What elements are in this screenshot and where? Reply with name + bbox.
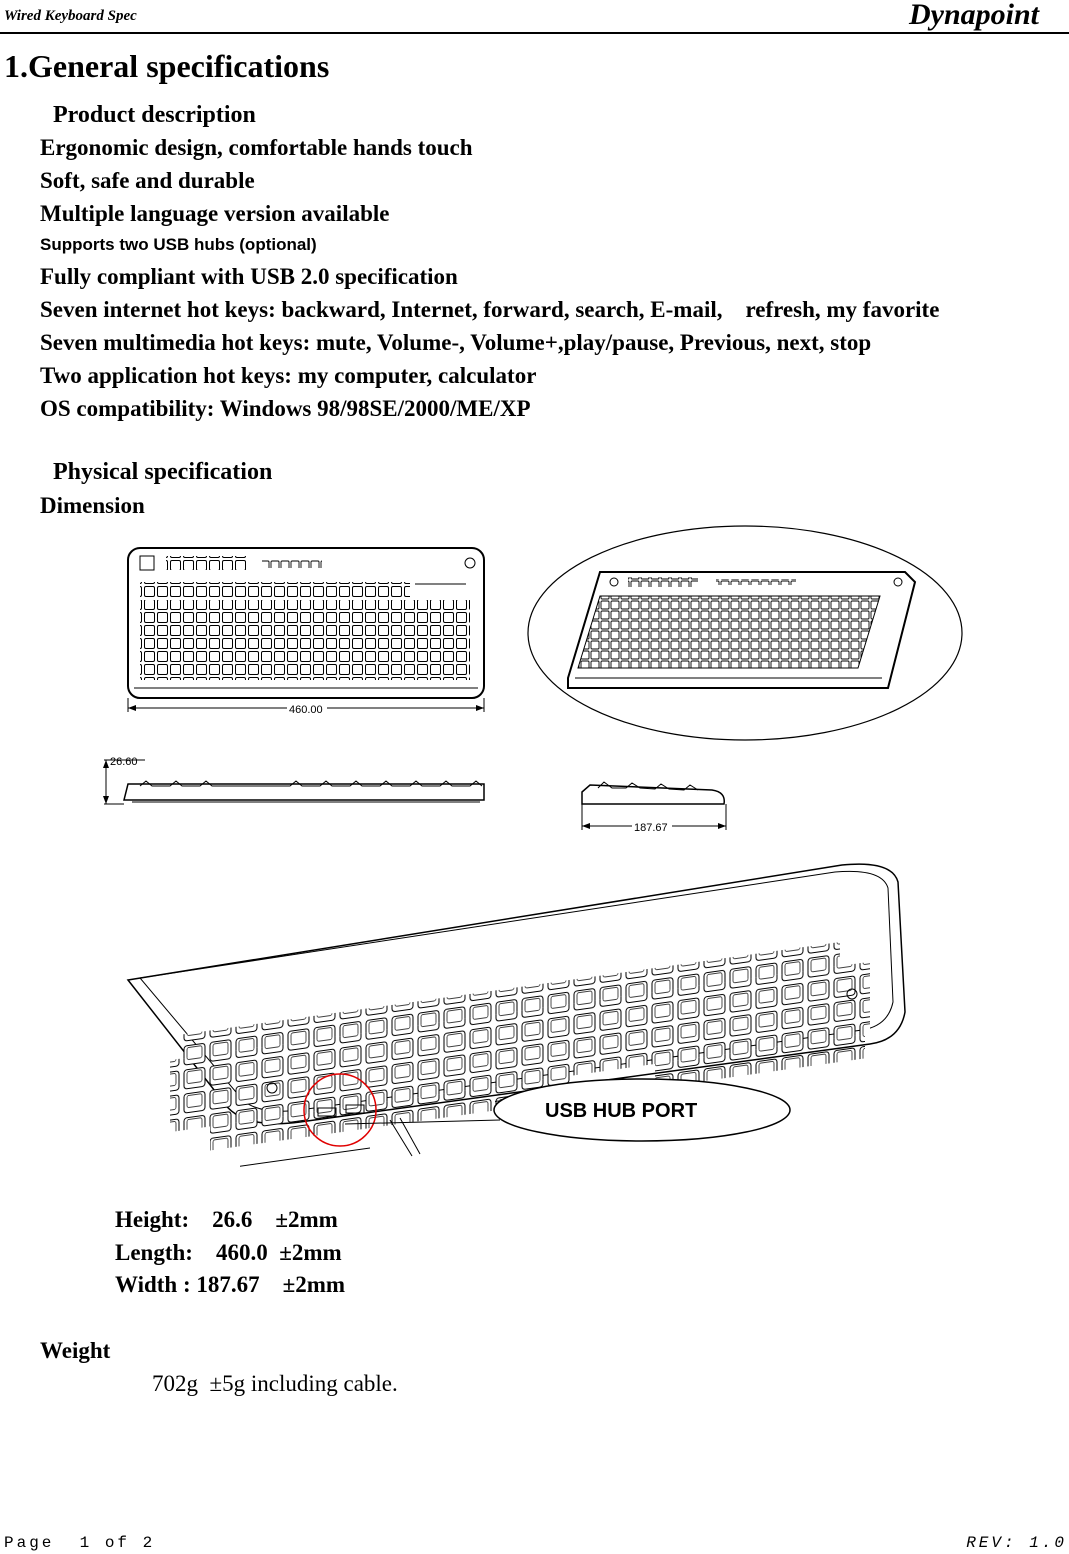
brand-logo: Dynapoint [908, 0, 1039, 31]
weight-value: 702g ±5g including cable. [152, 1371, 398, 1396]
feature-item: OS compatibility: Windows 98/98SE/2000/ME/XP [40, 396, 531, 421]
width-dimension-label: 187.67 [634, 822, 668, 834]
top-view [128, 548, 484, 716]
document-title: Wired Keyboard Spec [4, 8, 137, 24]
height-spec: Height: 26.6 ±2mm [115, 1207, 338, 1232]
feature-item: Seven multimedia hot keys: mute, Volume-, Volume+,play/pause, Previous, next, stop [40, 330, 872, 355]
keyboard-dimension-drawing [0, 520, 1069, 1180]
section-title: 1.General specifications [4, 48, 330, 84]
feature-item: Two application hot keys: my computer, calculator [40, 363, 537, 388]
feature-item: Soft, safe and durable [40, 168, 255, 193]
height-dimension-label: 26.60 [110, 756, 138, 768]
weight-label: Weight [40, 1338, 111, 1363]
revision: REV: 1.0 [966, 1534, 1067, 1552]
header-divider [0, 32, 1069, 34]
width-spec: Width : 187.67 ±2mm [115, 1272, 346, 1297]
front-view [103, 756, 484, 804]
physical-specification-heading: Physical specification [53, 459, 273, 485]
length-dimension-label: 460.00 [289, 704, 323, 716]
perspective-view [528, 526, 962, 740]
dimension-label: Dimension [40, 493, 145, 518]
feature-item: Multiple language version available [40, 201, 390, 226]
feature-item: Fully compliant with USB 2.0 specification [40, 264, 458, 289]
side-view [582, 782, 726, 834]
feature-item: Seven internet hot keys: backward, Internet, forward, search, E-mail, refresh, my favorite [40, 297, 940, 322]
feature-item: Supports two USB hubs (optional) [40, 235, 317, 254]
feature-item: Ergonomic design, comfortable hands touch [40, 135, 473, 160]
product-description-heading: Product description [53, 102, 256, 128]
usb-hub-port-callout: USB HUB PORT [545, 1100, 698, 1122]
length-spec: Length: 460.0 ±2mm [115, 1240, 342, 1265]
page-number: Page 1 of 2 [4, 1534, 156, 1552]
keyboard-3d-view [128, 864, 905, 1176]
